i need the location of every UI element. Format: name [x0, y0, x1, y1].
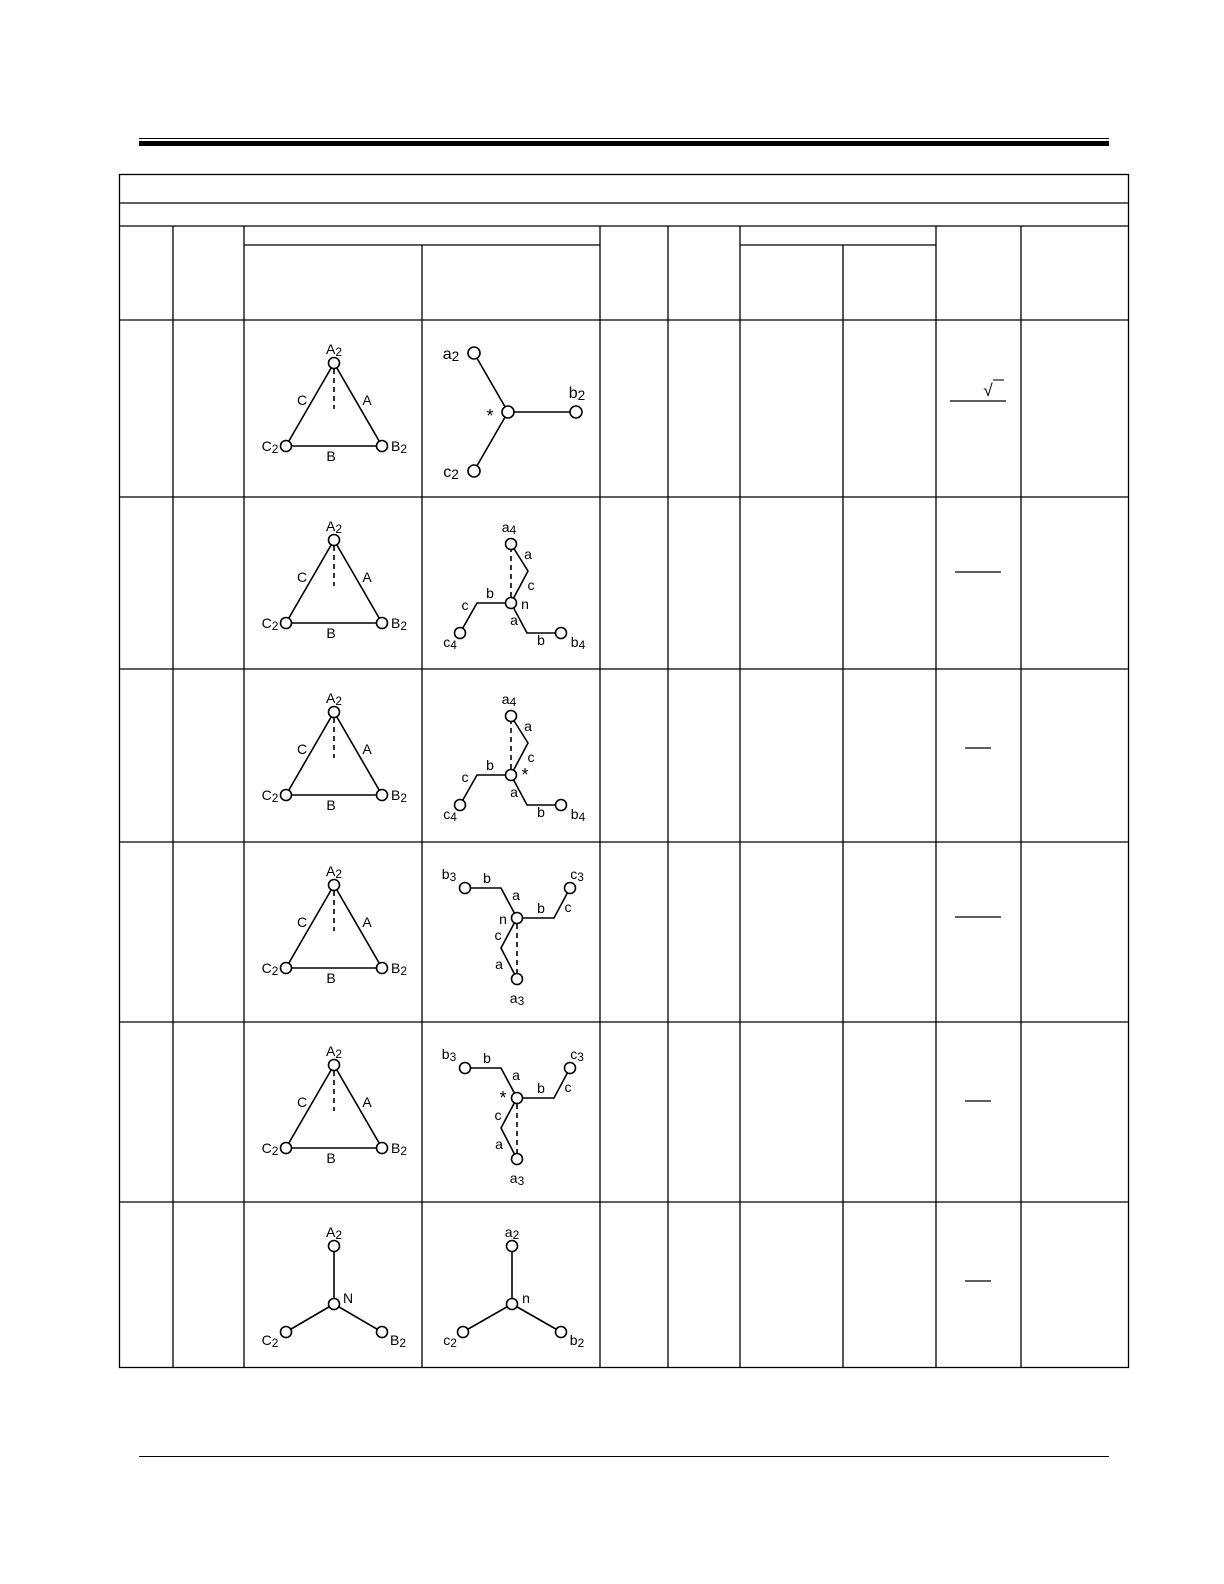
terminal-C2: [281, 963, 292, 974]
label-neutral: n: [522, 1290, 530, 1306]
label-side-A: A: [362, 1094, 372, 1110]
label-seg-c: c: [494, 927, 502, 943]
label-c2: c2: [443, 464, 459, 482]
terminal-B2: [377, 618, 388, 629]
winding-line: [286, 363, 334, 446]
label-side-B: B: [326, 970, 336, 986]
terminal-b2: [570, 406, 582, 418]
sqrt-symbol: √: [983, 381, 993, 400]
label-A2: A2: [326, 1224, 342, 1242]
label-neutral: n: [499, 911, 507, 927]
terminal-A2: [329, 358, 340, 369]
terminal-a4: [506, 711, 517, 722]
hv-delta-diagram: [262, 1043, 408, 1166]
terminal-b3: [460, 883, 471, 894]
label-seg-a: a: [524, 718, 532, 734]
terminal-c2: [458, 1327, 469, 1338]
label-neutral: N: [342, 1290, 354, 1306]
winding-line: [286, 885, 334, 968]
winding-line: [463, 1304, 512, 1332]
label-side-C: C: [296, 1094, 308, 1110]
label-C2: C2: [261, 1140, 279, 1158]
label-b2: b2: [568, 385, 586, 403]
label-A2: A2: [326, 863, 342, 881]
winding-line: [334, 712, 382, 795]
label-c4: c4: [443, 634, 457, 652]
label-b4: b4: [570, 634, 586, 652]
label-c3: c3: [570, 1046, 584, 1064]
label-side-A: A: [362, 392, 372, 408]
label-B2: B2: [391, 615, 407, 633]
label-side-B: B: [326, 625, 336, 641]
label-seg-b: b: [537, 1080, 545, 1096]
neutral-node: [507, 1299, 518, 1310]
label-side-B: B: [326, 1150, 336, 1166]
neutral-node: [506, 770, 517, 781]
label-side-C: C: [296, 741, 308, 757]
terminal-a2: [468, 347, 480, 359]
lv-wye-diagram: [443, 346, 585, 482]
terminal-B2: [377, 790, 388, 801]
winding-line: [334, 885, 382, 968]
lv-zigzag-diagram: [442, 866, 584, 1008]
label-seg-c: c: [494, 1107, 502, 1123]
terminal-B2: [377, 1143, 388, 1154]
label-seg-c: c: [461, 769, 469, 785]
label-C2: C2: [261, 438, 279, 456]
label-seg-a: a: [510, 612, 518, 628]
terminal-b2: [556, 1327, 567, 1338]
winding-path: [511, 603, 561, 633]
neutral-node: [512, 1093, 523, 1104]
winding-line: [286, 540, 334, 623]
terminal-c4: [455, 800, 466, 811]
label-neutral: *: [499, 1088, 507, 1108]
terminal-A2: [329, 880, 340, 891]
label-C2: C2: [261, 787, 279, 805]
winding-line: [334, 363, 382, 446]
neutral-node: [512, 913, 523, 924]
lv-zigzag-diagram: [443, 519, 585, 652]
label-B2: B2: [391, 960, 407, 978]
terminal-b4: [556, 628, 567, 639]
terminal-C2: [281, 1327, 292, 1338]
label-seg-a: a: [510, 784, 518, 800]
label-seg-b: b: [486, 757, 494, 773]
terminal-b4: [556, 800, 567, 811]
label-side-A: A: [362, 569, 372, 585]
label-A2: A2: [326, 518, 342, 536]
winding-line: [286, 712, 334, 795]
label-seg-b: b: [537, 900, 545, 916]
hv-wye-diagram: [262, 1224, 407, 1350]
label-C2: C2: [261, 1332, 279, 1350]
label-seg-a: a: [495, 1136, 503, 1152]
label-neutral: *: [486, 406, 494, 426]
label-a3: a3: [509, 990, 525, 1008]
neutral-node: [506, 598, 517, 609]
footer-rule: [139, 1456, 1109, 1457]
label-seg-b: b: [486, 585, 494, 601]
label-C2: C2: [261, 615, 279, 633]
label-neutral: n: [521, 596, 529, 612]
label-seg-c: c: [564, 1079, 572, 1095]
label-A2: A2: [326, 690, 342, 708]
terminal-B2: [377, 1327, 388, 1338]
label-c4: c4: [443, 806, 457, 824]
label-seg-a: a: [495, 956, 503, 972]
winding-path: [465, 888, 517, 918]
label-side-A: A: [362, 914, 372, 930]
terminal-a4: [506, 539, 517, 550]
label-A2: A2: [326, 1043, 342, 1061]
terminal-C2: [281, 790, 292, 801]
neutral-node: [502, 406, 514, 418]
label-b3: b3: [441, 1046, 457, 1064]
label-side-A: A: [362, 741, 372, 757]
label-b3: b3: [441, 866, 457, 884]
lv-wye-diagram: [443, 1224, 584, 1350]
label-seg-c: c: [564, 899, 572, 915]
winding-line: [334, 540, 382, 623]
neutral-node: [329, 1299, 340, 1310]
label-a4: a4: [501, 691, 517, 709]
label-c2: c2: [443, 1332, 457, 1350]
label-C2: C2: [261, 960, 279, 978]
label-seg-b: b: [537, 804, 545, 820]
terminal-B2: [377, 441, 388, 452]
winding-line: [474, 353, 508, 412]
label-b4: b4: [570, 806, 586, 824]
label-seg-a: a: [524, 546, 532, 562]
label-B2: B2: [391, 787, 407, 805]
terminal-a3: [512, 974, 523, 985]
terminal-c3: [565, 883, 576, 894]
label-seg-a: a: [512, 1067, 520, 1083]
terminal-B2: [377, 963, 388, 974]
hv-delta-diagram: [262, 341, 408, 464]
label-side-C: C: [296, 569, 308, 585]
hv-delta-diagram: [262, 690, 408, 813]
terminal-C2: [281, 618, 292, 629]
label-a2: a2: [504, 1224, 520, 1242]
lv-zigzag-diagram: [443, 691, 585, 824]
hv-delta-diagram: [262, 863, 408, 986]
label-a2: a2: [442, 346, 460, 364]
terminal-C2: [281, 1143, 292, 1154]
label-seg-a: a: [512, 887, 520, 903]
terminal-a3: [512, 1154, 523, 1165]
label-B2: B2: [391, 438, 407, 456]
label-seg-c: c: [461, 597, 469, 613]
label-a3: a3: [509, 1170, 525, 1188]
terminal-A2: [329, 1060, 340, 1071]
terminal-c4: [455, 628, 466, 639]
label-seg-b: b: [483, 870, 491, 886]
terminal-A2: [329, 707, 340, 718]
label-side-C: C: [296, 392, 308, 408]
label-neutral: *: [521, 765, 529, 785]
winding-path: [511, 775, 561, 805]
ratio-fraction: [950, 380, 1006, 401]
winding-line: [286, 1304, 334, 1332]
hv-delta-diagram: [262, 518, 408, 641]
fraction-layer: [950, 380, 1006, 1281]
terminal-A2: [329, 1241, 340, 1252]
winding-line: [512, 1304, 561, 1332]
label-a4: a4: [501, 519, 517, 537]
lv-zigzag-diagram: [442, 1046, 584, 1188]
label-side-B: B: [326, 448, 336, 464]
table-grid: [119, 175, 1129, 1368]
label-seg-b: b: [537, 632, 545, 648]
terminal-b3: [460, 1063, 471, 1074]
winding-line: [286, 1065, 334, 1148]
label-seg-c: c: [527, 749, 535, 765]
winding-line: [334, 1304, 382, 1332]
terminal-a2: [507, 1241, 518, 1252]
label-A2: A2: [326, 341, 342, 359]
label-c3: c3: [570, 866, 584, 884]
label-B2: B2: [390, 1332, 406, 1350]
winding-line: [334, 1065, 382, 1148]
label-b2: b2: [569, 1332, 585, 1350]
diagram-layer: [262, 341, 586, 1350]
label-side-B: B: [326, 797, 336, 813]
winding-path: [465, 1068, 517, 1098]
terminal-C2: [281, 441, 292, 452]
label-seg-c: c: [527, 577, 535, 593]
label-seg-b: b: [483, 1050, 491, 1066]
terminal-c3: [565, 1063, 576, 1074]
winding-path: [501, 918, 517, 979]
label-B2: B2: [391, 1140, 407, 1158]
terminal-A2: [329, 535, 340, 546]
terminal-c2: [468, 465, 480, 477]
label-side-C: C: [296, 914, 308, 930]
